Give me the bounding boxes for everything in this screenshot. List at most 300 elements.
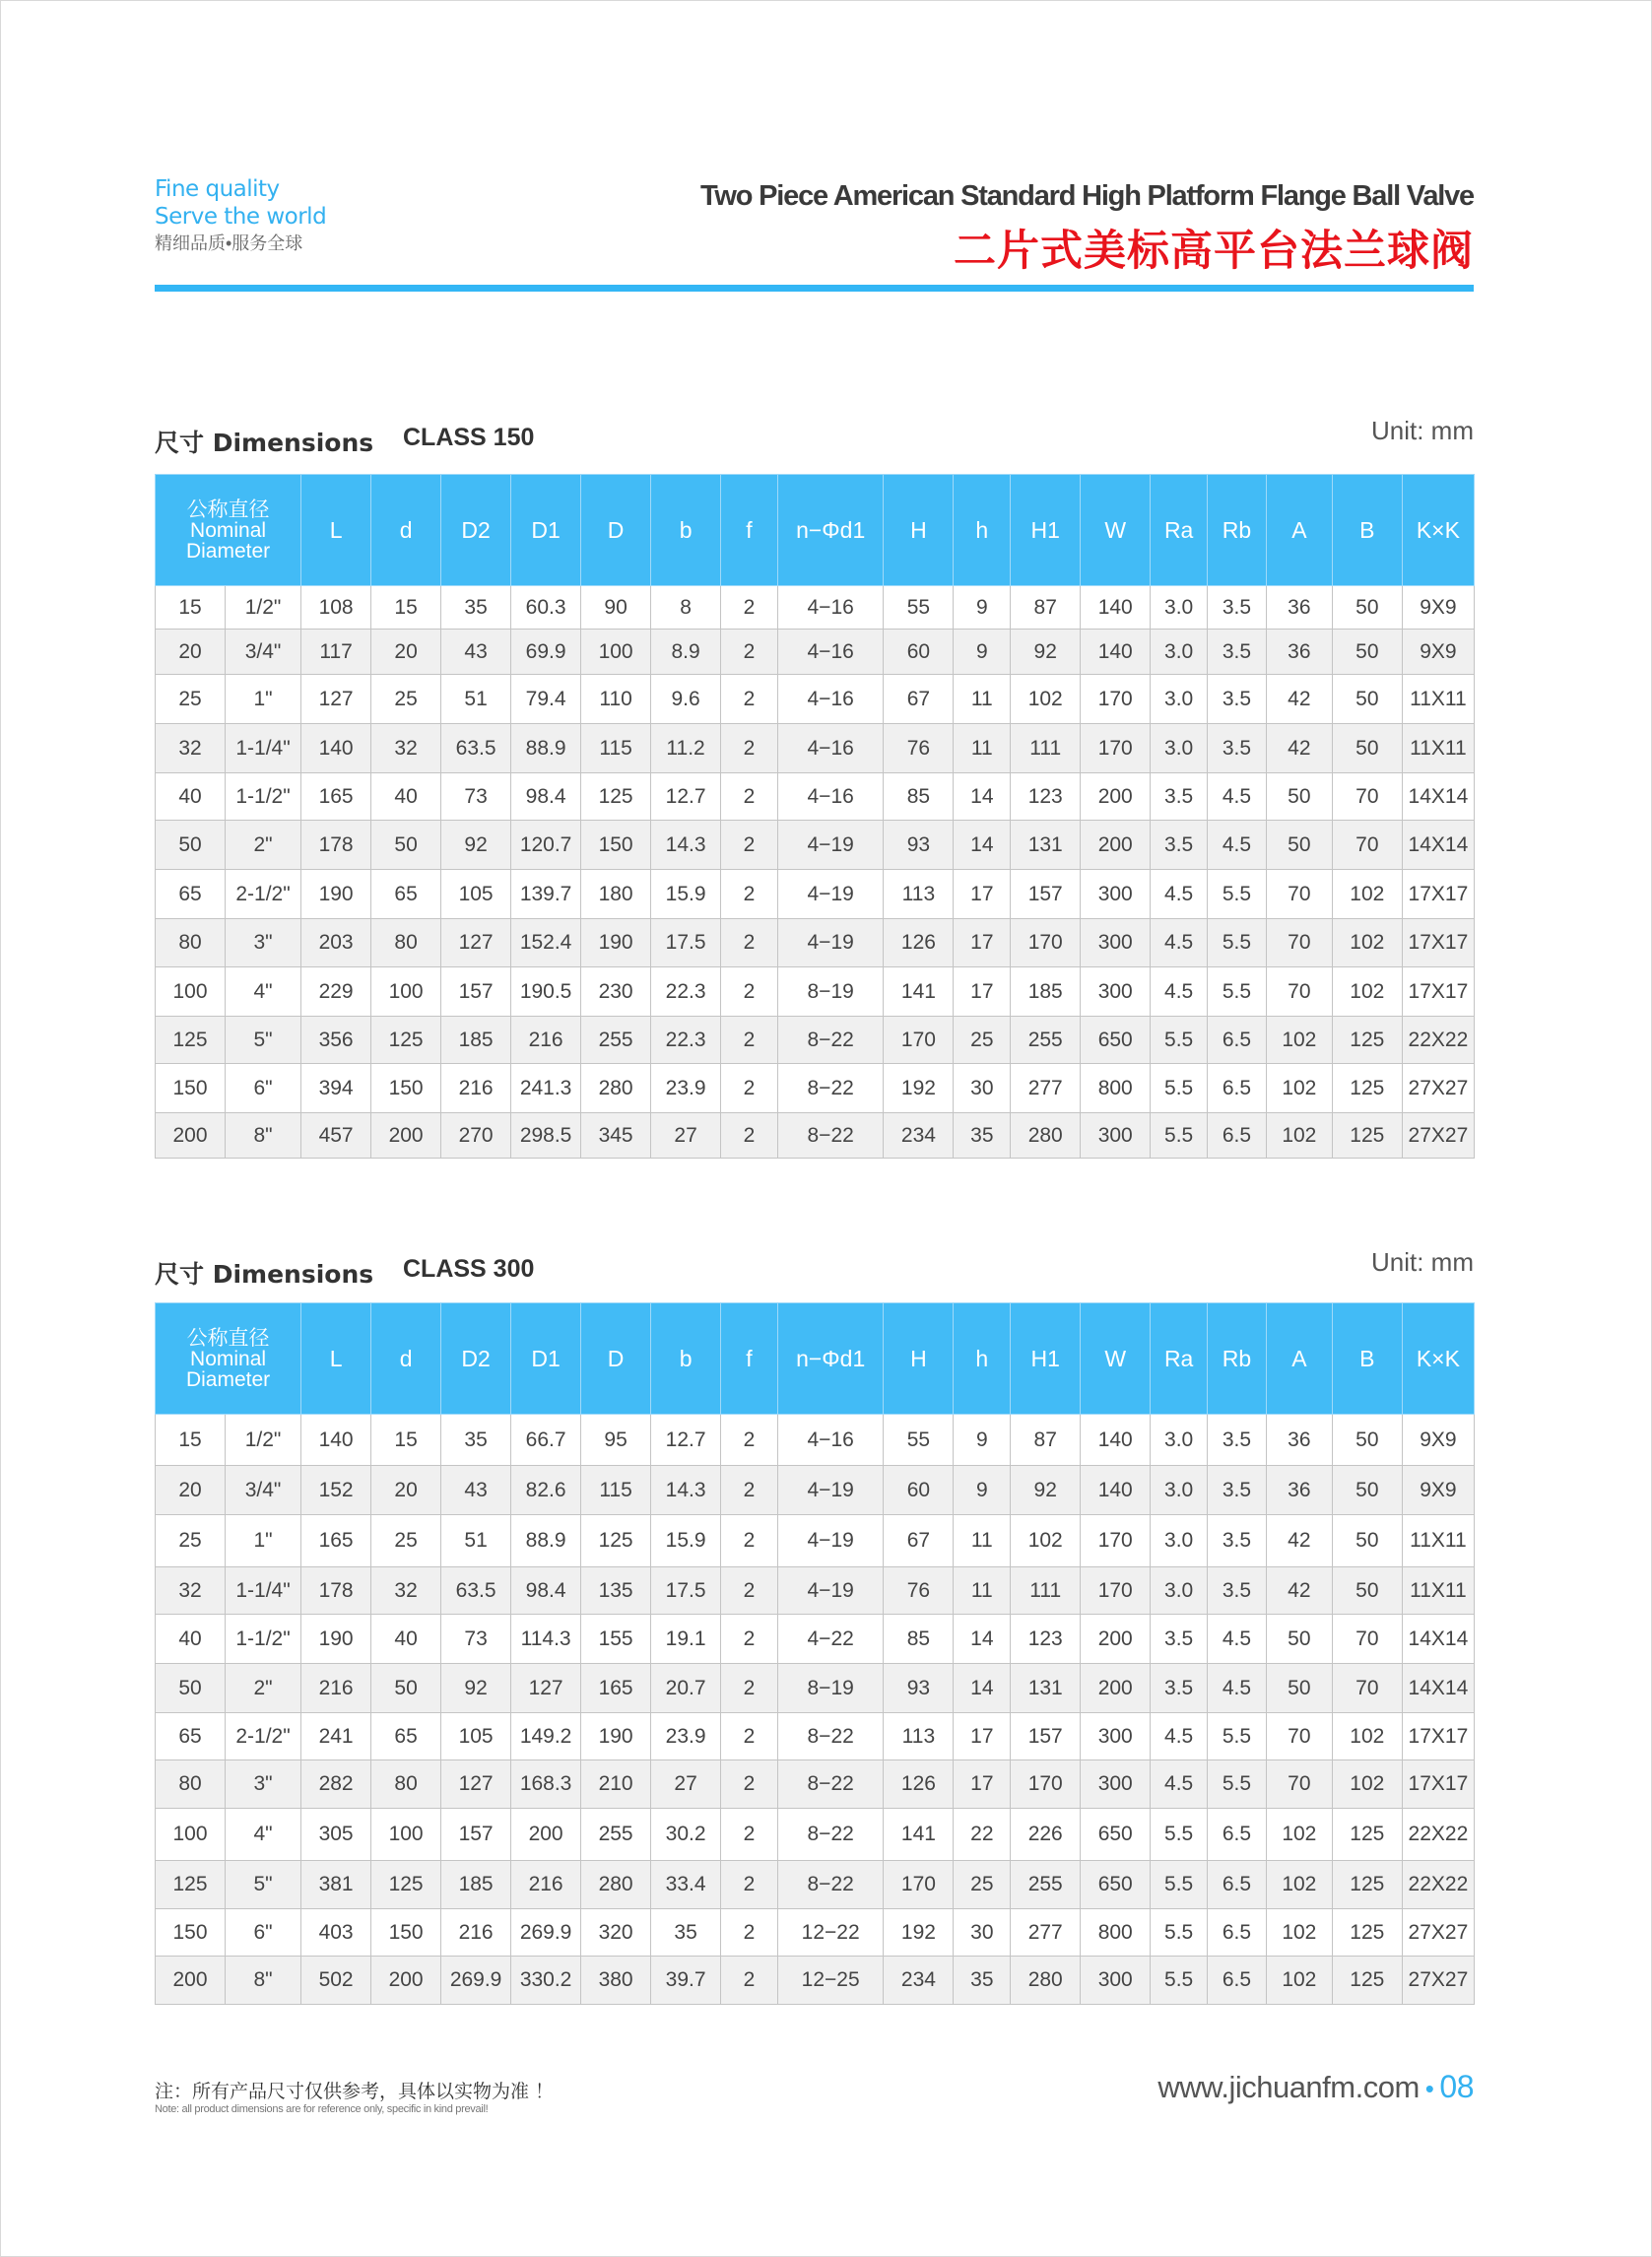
table-cell: 170 <box>1011 1760 1081 1809</box>
table-cell: 2-1/2" <box>226 1713 301 1760</box>
header-nominal-en2: Diameter <box>185 1367 271 1391</box>
table-cell: 2 <box>721 1515 778 1567</box>
table-cell: 66.7 <box>511 1415 581 1466</box>
table-cell: 1-1/2" <box>226 1615 301 1664</box>
table-cell: 102 <box>1266 1809 1332 1861</box>
table-cell: 8−22 <box>777 1064 884 1113</box>
table-cell: 25 <box>954 1861 1011 1909</box>
table-cell: 2-1/2" <box>226 870 301 919</box>
table-cell: 216 <box>441 1064 511 1113</box>
table-row <box>156 1809 1475 1861</box>
table-cell: 8" <box>226 1957 301 2005</box>
table-cell: 65 <box>371 870 441 919</box>
table-cell: 125 <box>1332 1809 1402 1861</box>
table-cell: 93 <box>884 821 954 870</box>
table-cell: 230 <box>581 967 651 1017</box>
table-cell: 125 <box>581 773 651 821</box>
column-header: W <box>1081 475 1151 586</box>
table-cell: 70 <box>1266 870 1332 919</box>
table-cell: 11.2 <box>651 724 721 773</box>
table-cell: 4−16 <box>777 773 884 821</box>
table-cell: 127 <box>441 1760 511 1809</box>
table-cell: 165 <box>301 1515 371 1567</box>
table-cell: 650 <box>1081 1017 1151 1064</box>
table-cell: 85 <box>884 773 954 821</box>
table-cell: 36 <box>1266 630 1332 675</box>
table-cell: 170 <box>1081 1567 1151 1615</box>
table-cell: 800 <box>1081 1909 1151 1957</box>
table-cell: 17X17 <box>1402 1760 1474 1809</box>
table-cell: 127 <box>511 1664 581 1713</box>
table-cell: 8" <box>226 1113 301 1159</box>
table-cell: 165 <box>581 1664 651 1713</box>
table-cell: 102 <box>1266 1113 1332 1159</box>
table-cell: 33.4 <box>651 1861 721 1909</box>
table-cell: 170 <box>1081 675 1151 724</box>
table-cell: 168.3 <box>511 1760 581 1809</box>
table-cell: 216 <box>511 1017 581 1064</box>
table-cell: 2 <box>721 1861 778 1909</box>
table-cell: 3.0 <box>1151 1415 1208 1466</box>
table-cell: 125 <box>1332 1113 1402 1159</box>
table-cell: 42 <box>1266 1515 1332 1567</box>
table-cell: 2 <box>721 1760 778 1809</box>
table-cell: 27 <box>651 1760 721 1809</box>
table-row <box>156 870 1475 919</box>
table-cell: 22X22 <box>1402 1861 1474 1909</box>
table-cell: 5.5 <box>1151 1113 1208 1159</box>
table-cell: 2 <box>721 967 778 1017</box>
table-cell: 27X27 <box>1402 1113 1474 1159</box>
table-cell: 200 <box>511 1809 581 1861</box>
table-cell: 4.5 <box>1151 1760 1208 1809</box>
table-row <box>156 1415 1475 1466</box>
table-cell: 14 <box>954 773 1011 821</box>
table-cell: 67 <box>884 675 954 724</box>
table-cell: 12−22 <box>777 1909 884 1957</box>
section-head-class300 <box>155 1247 1474 1289</box>
table-row <box>156 1113 1475 1159</box>
table-cell: 12.7 <box>651 773 721 821</box>
table-cell: 50 <box>1332 630 1402 675</box>
table-cell: 11X11 <box>1402 675 1474 724</box>
table-cell: 185 <box>441 1861 511 1909</box>
table-cell: 51 <box>441 1515 511 1567</box>
table-cell: 5.5 <box>1208 967 1267 1017</box>
table-cell: 229 <box>301 967 371 1017</box>
table-cell: 65 <box>156 870 226 919</box>
table-cell: 36 <box>1266 1466 1332 1515</box>
table-cell: 170 <box>1081 724 1151 773</box>
table-cell: 20.7 <box>651 1664 721 1713</box>
website-link[interactable]: www.jichuanfm.com <box>1157 2070 1420 2104</box>
table-cell: 170 <box>1081 1515 1151 1567</box>
table-cell: 17X17 <box>1402 1713 1474 1760</box>
table-cell: 2 <box>721 1615 778 1664</box>
table-cell: 100 <box>156 967 226 1017</box>
column-header: Ra <box>1151 475 1208 586</box>
table-cell: 40 <box>371 773 441 821</box>
table-cell: 51 <box>441 675 511 724</box>
table-cell: 9.6 <box>651 675 721 724</box>
table-row <box>156 1957 1475 2005</box>
table-cell: 2 <box>721 1113 778 1159</box>
footnote-cn: 注：所有产品尺寸仅供参考，具体以实物为准 ！ <box>155 2081 555 2102</box>
column-header: f <box>721 475 778 586</box>
table-cell: 280 <box>1011 1957 1081 2005</box>
table-cell: 157 <box>441 1809 511 1861</box>
table-cell: 92 <box>1011 630 1081 675</box>
table-header-row <box>156 1303 1475 1415</box>
table-cell: 100 <box>371 1809 441 1861</box>
table-cell: 102 <box>1266 1064 1332 1113</box>
table-row <box>156 1064 1475 1113</box>
table-cell: 1-1/4" <box>226 1567 301 1615</box>
unit-label: Unit: mm <box>1371 1247 1474 1277</box>
table-cell: 165 <box>301 773 371 821</box>
table-cell: 282 <box>301 1760 371 1809</box>
table-cell: 27X27 <box>1402 1064 1474 1113</box>
column-header: d <box>371 1303 441 1415</box>
table-cell: 200 <box>1081 1615 1151 1664</box>
table-cell: 4" <box>226 1809 301 1861</box>
table-row <box>156 1567 1475 1615</box>
table-cell: 4.5 <box>1208 773 1267 821</box>
table-cell: 3.5 <box>1208 1515 1267 1567</box>
table-cell: 35 <box>954 1957 1011 2005</box>
table-cell: 32 <box>156 724 226 773</box>
table-cell: 8−22 <box>777 1809 884 1861</box>
table-row <box>156 1017 1475 1064</box>
table-cell: 22X22 <box>1402 1809 1474 1861</box>
table-cell: 102 <box>1332 967 1402 1017</box>
table-cell: 127 <box>441 919 511 967</box>
unit-label: Unit: mm <box>1371 416 1474 445</box>
column-header: D2 <box>441 475 511 586</box>
table-cell: 1/2" <box>226 586 301 630</box>
table-cell: 5" <box>226 1017 301 1064</box>
table-cell: 125 <box>371 1017 441 1064</box>
table-row <box>156 919 1475 967</box>
table-cell: 14X14 <box>1402 1664 1474 1713</box>
table-cell: 4−22 <box>777 1615 884 1664</box>
table-cell: 8−22 <box>777 1760 884 1809</box>
page-title <box>700 180 1474 278</box>
title-chinese: 二片式美标高平台法兰球阀 <box>954 227 1474 276</box>
table-cell: 141 <box>884 967 954 1017</box>
table-cell: 50 <box>1266 1615 1332 1664</box>
table-row <box>156 675 1475 724</box>
table-cell: 42 <box>1266 1567 1332 1615</box>
bullet-icon: • <box>1424 2074 1434 2103</box>
table-cell: 9 <box>954 1466 1011 1515</box>
table-cell: 4−19 <box>777 870 884 919</box>
table-cell: 3.0 <box>1151 586 1208 630</box>
table-cell: 3.5 <box>1208 1415 1267 1466</box>
table-cell: 125 <box>1332 1957 1402 2005</box>
table-cell: 2 <box>721 1909 778 1957</box>
table-cell: 4.5 <box>1208 1664 1267 1713</box>
table-cell: 4.5 <box>1151 919 1208 967</box>
table-cell: 50 <box>1332 675 1402 724</box>
table-cell: 190 <box>581 1713 651 1760</box>
table-cell: 70 <box>1266 1760 1332 1809</box>
table-cell: 178 <box>301 1567 371 1615</box>
table-cell: 5.5 <box>1151 1064 1208 1113</box>
table-cell: 126 <box>884 919 954 967</box>
table-cell: 5.5 <box>1151 1861 1208 1909</box>
table-cell: 150 <box>156 1064 226 1113</box>
table-cell: 125 <box>1332 1017 1402 1064</box>
table-cell: 270 <box>441 1113 511 1159</box>
column-header: L <box>301 475 371 586</box>
table-row <box>156 1909 1475 1957</box>
table-cell: 200 <box>156 1113 226 1159</box>
table-cell: 19.1 <box>651 1615 721 1664</box>
table-cell: 277 <box>1011 1064 1081 1113</box>
table-cell: 20 <box>156 1466 226 1515</box>
table-cell: 4−19 <box>777 919 884 967</box>
table-cell: 63.5 <box>441 724 511 773</box>
table-cell: 2 <box>721 1809 778 1861</box>
class-label: CLASS 300 <box>403 1255 535 1283</box>
table-cell: 3.0 <box>1151 724 1208 773</box>
table-cell: 2 <box>721 630 778 675</box>
table-cell: 180 <box>581 870 651 919</box>
table-cell: 2 <box>721 586 778 630</box>
table-cell: 125 <box>581 1515 651 1567</box>
table-cell: 192 <box>884 1909 954 1957</box>
table-cell: 226 <box>1011 1809 1081 1861</box>
table-cell: 100 <box>156 1809 226 1861</box>
table-cell: 185 <box>441 1017 511 1064</box>
table-cell: 2 <box>721 724 778 773</box>
table-cell: 185 <box>1011 967 1081 1017</box>
table-cell: 73 <box>441 773 511 821</box>
table-cell: 76 <box>884 1567 954 1615</box>
table-cell: 3.5 <box>1208 1567 1267 1615</box>
table-cell: 102 <box>1266 1861 1332 1909</box>
table-cell: 125 <box>1332 1909 1402 1957</box>
table-cell: 102 <box>1011 675 1081 724</box>
column-header: K×K <box>1402 1303 1474 1415</box>
table-cell: 102 <box>1332 1760 1402 1809</box>
column-header: D1 <box>511 475 581 586</box>
table-cell: 3" <box>226 1760 301 1809</box>
table-cell: 36 <box>1266 586 1332 630</box>
table-cell: 8−19 <box>777 1664 884 1713</box>
table-cell: 5" <box>226 1861 301 1909</box>
table-cell: 113 <box>884 1713 954 1760</box>
table-cell: 1/2" <box>226 1415 301 1466</box>
table-cell: 88.9 <box>511 1515 581 1567</box>
table-cell: 22.3 <box>651 1017 721 1064</box>
table-cell: 50 <box>371 821 441 870</box>
table-cell: 15 <box>371 586 441 630</box>
table-cell: 2 <box>721 675 778 724</box>
table-cell: 11 <box>954 675 1011 724</box>
table-cell: 200 <box>1081 1664 1151 1713</box>
table-cell: 11X11 <box>1402 1515 1474 1567</box>
table-cell: 100 <box>581 630 651 675</box>
table-cell: 2 <box>721 1017 778 1064</box>
table-cell: 55 <box>884 586 954 630</box>
column-header: A <box>1266 1303 1332 1415</box>
table-cell: 105 <box>441 1713 511 1760</box>
table-cell: 120.7 <box>511 821 581 870</box>
table-cell: 70 <box>1332 1615 1402 1664</box>
table-cell: 4.5 <box>1151 967 1208 1017</box>
table-cell: 5.5 <box>1151 1957 1208 2005</box>
header-nominal-diameter <box>156 475 301 586</box>
table-cell: 102 <box>1266 1909 1332 1957</box>
table-cell: 157 <box>1011 1713 1081 1760</box>
column-header: D <box>581 1303 651 1415</box>
table-cell: 157 <box>441 967 511 1017</box>
table-cell: 102 <box>1332 919 1402 967</box>
table-cell: 42 <box>1266 724 1332 773</box>
table-cell: 17 <box>954 1713 1011 1760</box>
header-nominal-diameter <box>156 1303 301 1415</box>
table-row <box>156 1760 1475 1809</box>
table-cell: 60 <box>884 1466 954 1515</box>
table-cell: 14 <box>954 1664 1011 1713</box>
table-row <box>156 1615 1475 1664</box>
table-cell: 6.5 <box>1208 1909 1267 1957</box>
table-cell: 381 <box>301 1861 371 1909</box>
table-cell: 110 <box>581 675 651 724</box>
table-cell: 125 <box>371 1861 441 1909</box>
column-header: h <box>954 475 1011 586</box>
table-cell: 300 <box>1081 1113 1151 1159</box>
table-cell: 9 <box>954 586 1011 630</box>
footnote <box>155 2077 554 2115</box>
table-cell: 15 <box>156 586 226 630</box>
table-cell: 6.5 <box>1208 1017 1267 1064</box>
table-cell: 150 <box>156 1909 226 1957</box>
table-cell: 125 <box>1332 1861 1402 1909</box>
table-cell: 3.5 <box>1151 773 1208 821</box>
table-cell: 200 <box>156 1957 226 2005</box>
table-cell: 216 <box>511 1861 581 1909</box>
table-cell: 12.7 <box>651 1415 721 1466</box>
table-cell: 14 <box>954 1615 1011 1664</box>
table-cell: 22 <box>954 1809 1011 1861</box>
table-cell: 4" <box>226 967 301 1017</box>
column-header: H <box>884 1303 954 1415</box>
table-cell: 3.5 <box>1208 724 1267 773</box>
table-cell: 3/4" <box>226 1466 301 1515</box>
table-cell: 80 <box>156 919 226 967</box>
dimensions-label: 尺寸 Dimensions <box>155 1260 374 1289</box>
table-cell: 6" <box>226 1064 301 1113</box>
table-cell: 80 <box>156 1760 226 1809</box>
table-cell: 650 <box>1081 1809 1151 1861</box>
table-cell: 125 <box>156 1861 226 1909</box>
table-cell: 3.5 <box>1208 630 1267 675</box>
table-cell: 36 <box>1266 1415 1332 1466</box>
table-cell: 4−16 <box>777 724 884 773</box>
slogan-line-1: Fine quality <box>155 176 280 202</box>
table-cell: 300 <box>1081 1713 1151 1760</box>
table-cell: 102 <box>1332 870 1402 919</box>
table-cell: 17X17 <box>1402 870 1474 919</box>
table-cell: 50 <box>1332 1567 1402 1615</box>
table-cell: 241.3 <box>511 1064 581 1113</box>
table-cell: 403 <box>301 1909 371 1957</box>
table-cell: 9 <box>954 1415 1011 1466</box>
table-cell: 32 <box>371 1567 441 1615</box>
table-cell: 2 <box>721 1957 778 2005</box>
table-cell: 50 <box>156 1664 226 1713</box>
table-cell: 125 <box>156 1017 226 1064</box>
table-cell: 4.5 <box>1208 1615 1267 1664</box>
table-cell: 3.0 <box>1151 1567 1208 1615</box>
column-header: B <box>1332 1303 1402 1415</box>
table-cell: 234 <box>884 1957 954 2005</box>
table-cell: 15 <box>371 1415 441 1466</box>
table-cell: 25 <box>156 675 226 724</box>
table-cell: 394 <box>301 1064 371 1113</box>
table-cell: 305 <box>301 1809 371 1861</box>
table-cell: 70 <box>1332 773 1402 821</box>
table-cell: 216 <box>441 1909 511 1957</box>
table-cell: 30.2 <box>651 1809 721 1861</box>
table-cell: 234 <box>884 1113 954 1159</box>
table-cell: 17.5 <box>651 919 721 967</box>
table-cell: 11 <box>954 1567 1011 1615</box>
table-cell: 25 <box>156 1515 226 1567</box>
table-cell: 178 <box>301 821 371 870</box>
table-cell: 190 <box>301 1615 371 1664</box>
table-cell: 4−16 <box>777 675 884 724</box>
header-nominal-en1: Nominal <box>190 1347 267 1370</box>
table-cell: 105 <box>441 870 511 919</box>
table-cell: 4−19 <box>777 1466 884 1515</box>
table-cell: 2 <box>721 1567 778 1615</box>
table-cell: 9X9 <box>1402 586 1474 630</box>
table-cell: 255 <box>1011 1861 1081 1909</box>
table-cell: 50 <box>156 821 226 870</box>
table-cell: 2 <box>721 870 778 919</box>
table-cell: 25 <box>371 675 441 724</box>
table-cell: 15.9 <box>651 1515 721 1567</box>
table-cell: 20 <box>371 630 441 675</box>
table-row <box>156 821 1475 870</box>
table-cell: 50 <box>1332 586 1402 630</box>
column-header: b <box>651 475 721 586</box>
table-cell: 102 <box>1266 1017 1332 1064</box>
header-nominal-en1: Nominal <box>190 518 267 542</box>
section-head-class150 <box>155 416 1474 457</box>
table-cell: 17 <box>954 919 1011 967</box>
table-cell: 23.9 <box>651 1064 721 1113</box>
table-cell: 115 <box>581 724 651 773</box>
table-cell: 123 <box>1011 773 1081 821</box>
table-cell: 457 <box>301 1113 371 1159</box>
table-cell: 3.5 <box>1208 1466 1267 1515</box>
table-cell: 60 <box>884 630 954 675</box>
table-cell: 152 <box>301 1466 371 1515</box>
table-cell: 8−22 <box>777 1861 884 1909</box>
table-cell: 5.5 <box>1151 1017 1208 1064</box>
table-cell: 32 <box>371 724 441 773</box>
table-cell: 50 <box>1332 724 1402 773</box>
footnote-en: Note: all product dimensions are for reference only, specific in kind prevail! <box>155 2103 489 2115</box>
column-header: d <box>371 475 441 586</box>
table-cell: 126 <box>884 1760 954 1809</box>
table-cell: 5.5 <box>1151 1909 1208 1957</box>
